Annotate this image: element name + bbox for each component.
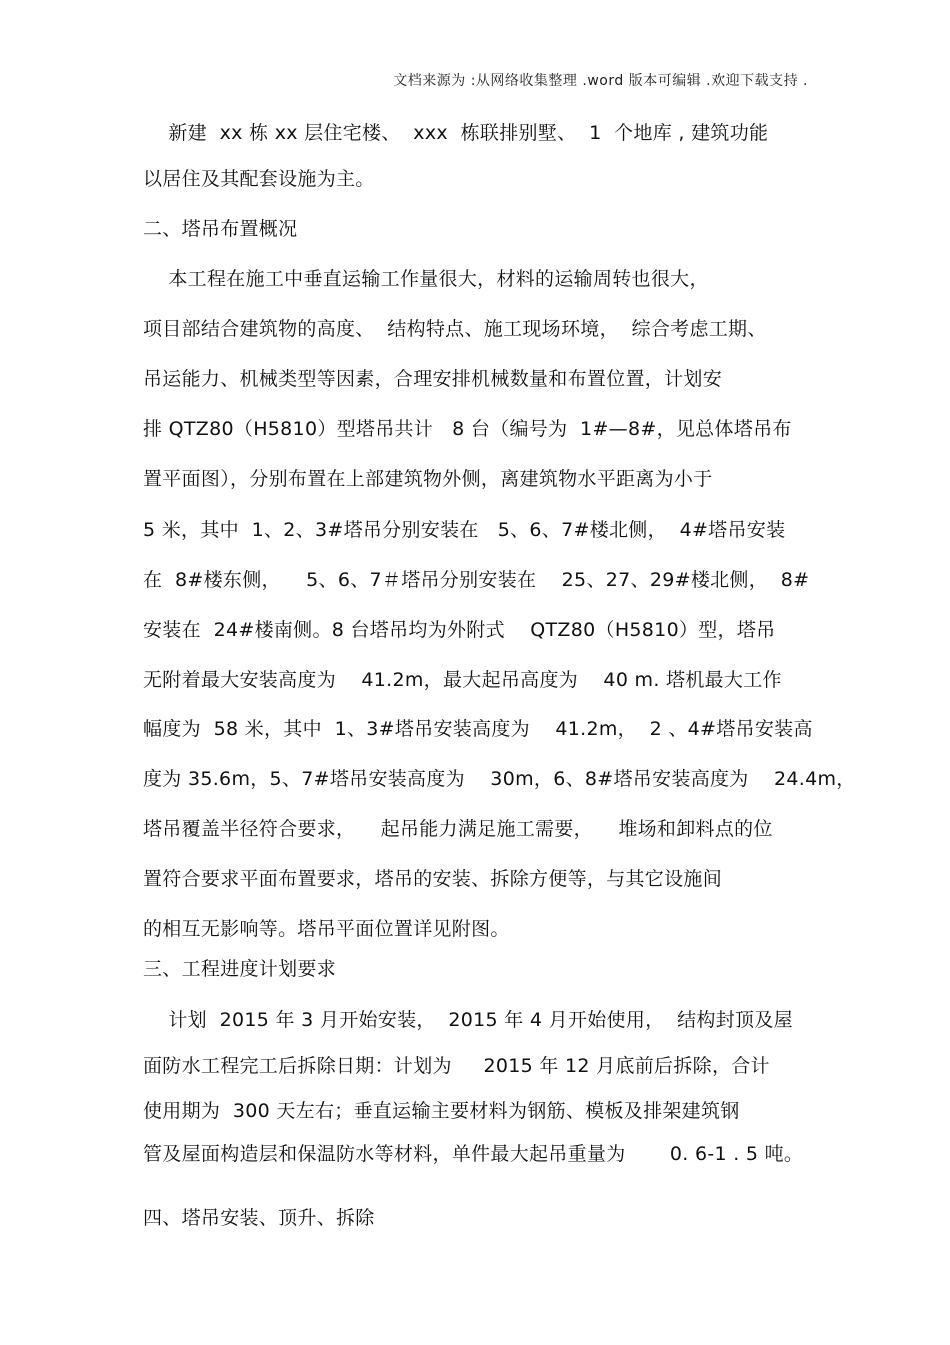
paragraph-line: 排 QTZ80（H5810）型塔吊共计 8 台（编号为 1#—8#，见总体塔吊布 <box>143 418 792 440</box>
paragraph-line: 吊运能力、机械类型等因素，合理安排机械数量和布置位置，计划安 <box>143 368 723 390</box>
paragraph-line: 新建 xx 栋 xx 层住宅楼、 xxx 栋联排别墅、 1 个地库 , 建筑功能 <box>143 122 769 144</box>
paragraph-line: 无附着最大安装高度为 41.2m，最大起吊高度为 40 m. 塔机最大工作 <box>143 669 782 691</box>
paragraph-line: 以居住及其配套设施为主。 <box>143 168 375 190</box>
paragraph-line: 塔吊覆盖半径符合要求， 起吊能力满足施工需要， 堆场和卸料点的位 <box>143 818 773 840</box>
paragraph-line: 5 米，其中 1、2、3#塔吊分别安装在 5、6、7#楼北侧， 4#塔吊安装 <box>143 519 786 541</box>
section-heading: 三、工程进度计划要求 <box>143 958 337 980</box>
paragraph-line: 置符合要求平面布置要求，塔吊的安装、拆除方便等，与其它设施间 <box>143 868 723 890</box>
paragraph-line: 幅度为 58 米，其中 1、3#塔吊安装高度为 41.2m， 2 、4#塔吊安装高 <box>143 718 813 740</box>
section-heading: 四、塔吊安装、顶升、拆除 <box>143 1207 375 1229</box>
paragraph-line: 面防水工程完工后拆除日期：计划为 2015 年 12 月底前后拆除，合计 <box>143 1055 770 1077</box>
paragraph-line: 项目部结合建筑物的高度、 结构特点、施工现场环境， 综合考虑工期、 <box>143 318 767 340</box>
section-heading: 二、塔吊布置概况 <box>143 218 298 240</box>
paragraph-line: 的相互无影响等。塔吊平面位置详见附图。 <box>143 918 510 940</box>
paragraph-line: 计划 2015 年 3 月开始安装， 2015 年 4 月开始使用， 结构封顶及屋 <box>143 1009 793 1031</box>
paragraph-line: 度为 35.6m，5、7#塔吊安装高度为 30m，6、8#塔吊安装高度为 24.4m， <box>143 768 856 790</box>
paragraph-line: 置平面图），分别布置在上部建筑物外侧，离建筑物水平距离为小于 <box>143 468 713 490</box>
paragraph-line: 使用期为 300 天左右；垂直运输主要材料为钢筋、模板及排架建筑钢 <box>143 1100 740 1122</box>
page-header: 文档来源为 :从网络收集整理 .word 版本可编辑 .欢迎下载支持 . <box>393 73 808 89</box>
paragraph-line: 在 8#楼东侧， 5、6、7＃塔吊分别安装在 25、27、29#楼北侧， 8# <box>143 569 810 591</box>
paragraph-line: 安装在 24#楼南侧。8 台塔吊均为外附式 QTZ80（H5810）型，塔吊 <box>143 619 776 641</box>
paragraph-line: 本工程在施工中垂直运输工作量很大，材料的运输周转也很大， <box>143 268 709 290</box>
paragraph-line: 管及屋面构造层和保温防水等材料，单件最大起吊重量为 0. 6-1 . 5 吨。 <box>143 1143 804 1165</box>
